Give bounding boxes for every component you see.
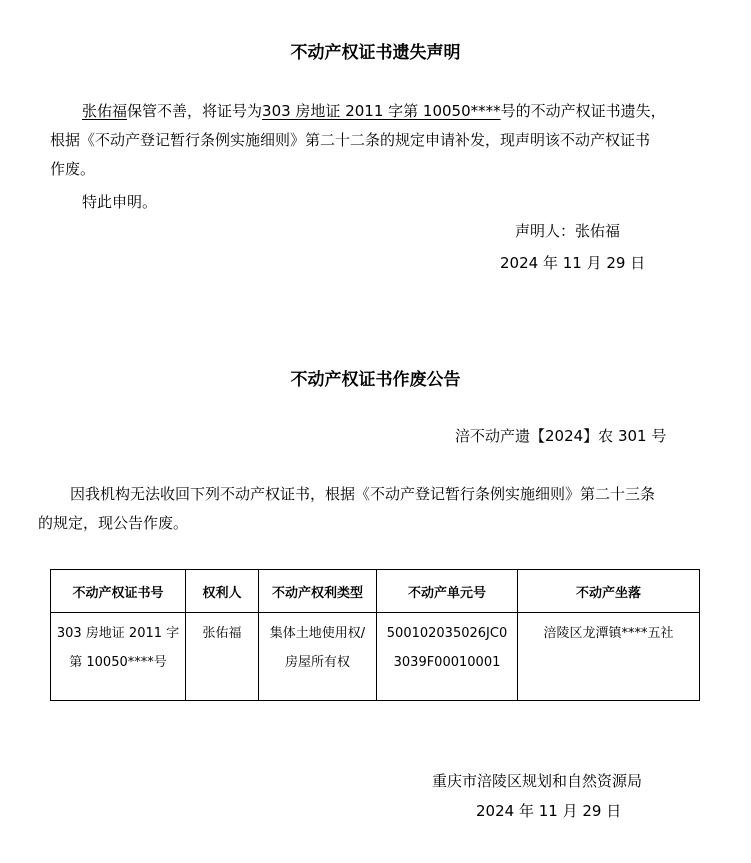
loss-statement-date: 2024 年 11 月 29 日	[500, 254, 646, 272]
issuer: 重庆市涪陵区规划和自然资源局	[432, 772, 643, 790]
cell-holder	[186, 613, 259, 701]
loss-text-b: 号的不动产权证书遗失，	[500, 102, 666, 120]
loss-statement-closing: 特此申明。	[82, 193, 158, 211]
void-notice-body-line-2: 的规定，现公告作废。	[38, 514, 189, 532]
void-notice-doc-number: 涪不动产遗【2024】农 301 号	[455, 427, 667, 445]
right-type-line-1: 集体土地使用权/	[269, 626, 366, 641]
header-cert-number: 不动产权证书号	[51, 570, 186, 613]
unit-number-line-2: 3039F00010001	[393, 655, 501, 670]
header-right-type: 不动产权利类型	[259, 570, 377, 613]
loss-statement-title: 不动产权证书遗失声明	[290, 43, 461, 63]
cert-number-line-2: 第 10050****号	[69, 655, 167, 670]
void-notice-title: 不动产权证书作废公告	[290, 370, 461, 390]
cell-right-type	[259, 613, 377, 701]
location-value: 涪陵区龙潭镇****五社	[543, 626, 674, 641]
table-row	[51, 613, 700, 701]
header-unit-number: 不动产单元号	[377, 570, 518, 613]
loss-statement-line-1	[82, 97, 666, 126]
cert-number-line-1: 303 房地证 2011 字	[56, 626, 180, 641]
void-notice-body-line-1: 因我机构无法收回下列不动产权证书，根据《不动产登记暂行条例实施细则》第二十三条	[70, 485, 656, 503]
void-notice-date: 2024 年 11 月 29 日	[476, 802, 622, 820]
void-certificate-table	[50, 569, 700, 701]
loss-text-a: 保管不善，将证号为	[127, 102, 263, 120]
unit-number-line-1: 500102035026JC0	[386, 626, 508, 641]
certificate-number: 303 房地证 2011 字第 10050****	[262, 102, 501, 120]
holder-name: 张佑福	[82, 102, 128, 120]
right-type-line-2: 房屋所有权	[284, 655, 350, 670]
declarant: 声明人：张佑福	[515, 222, 621, 240]
loss-statement-line-3: 作废。	[50, 160, 96, 178]
cell-unit-number	[377, 613, 518, 701]
cell-location	[518, 613, 700, 701]
header-holder: 权利人	[186, 570, 259, 613]
holder-value: 张佑福	[202, 626, 242, 641]
cell-cert-number	[51, 613, 186, 701]
header-location: 不动产坐落	[518, 570, 700, 613]
loss-statement-line-2: 根据《不动产登记暂行条例实施细则》第二十二条的规定申请补发，现声明该不动产权证书	[50, 131, 651, 149]
table-header-row	[51, 570, 700, 613]
